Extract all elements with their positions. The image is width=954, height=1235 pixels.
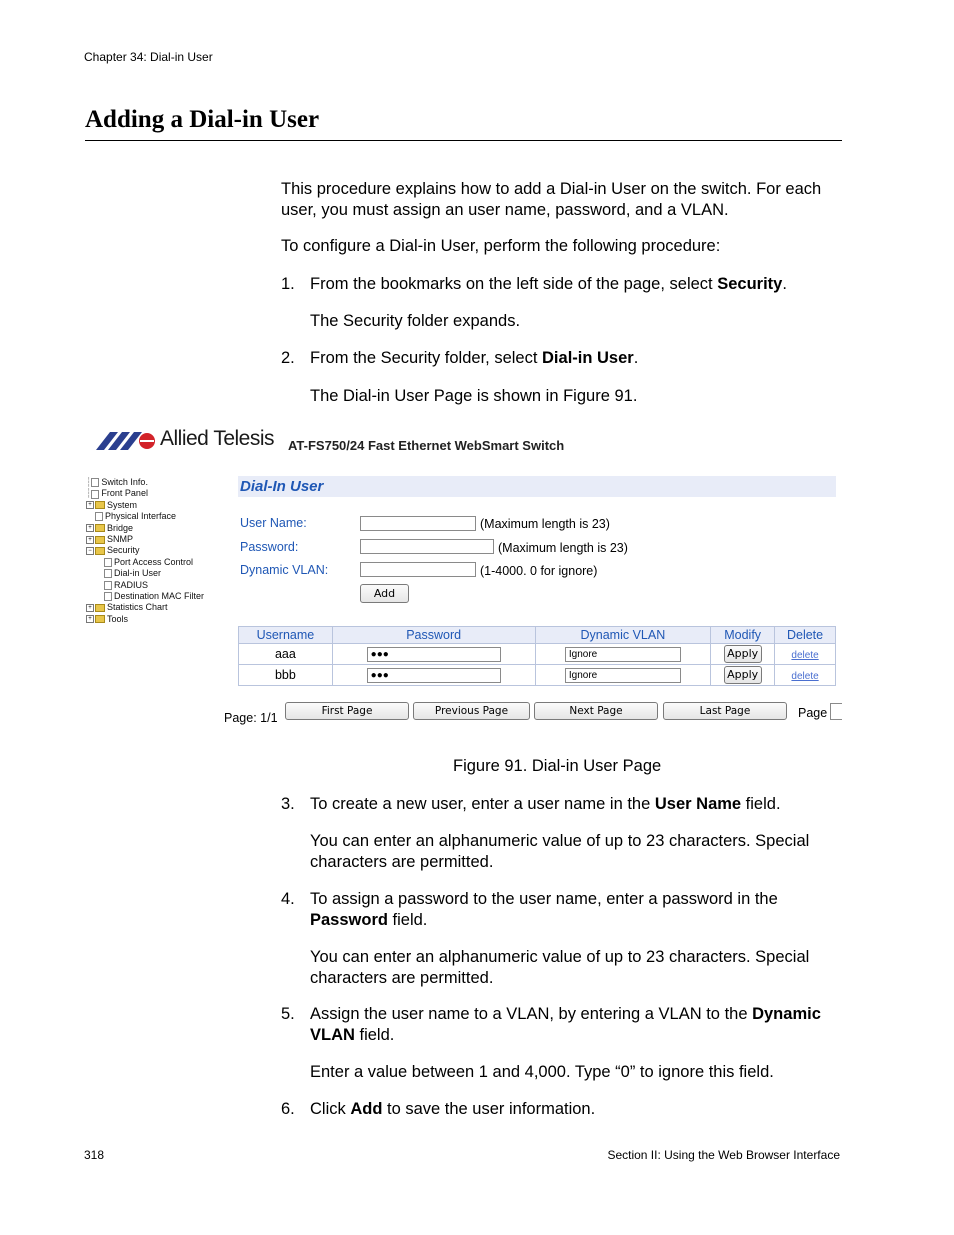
add-button[interactable]: Add <box>360 584 409 603</box>
tree-item-system[interactable]: + System <box>86 500 204 511</box>
col-header-delete: Delete <box>775 627 836 644</box>
step-4-text-2: Password field. <box>310 911 428 929</box>
page-icon <box>104 581 112 590</box>
folder-icon <box>95 501 105 509</box>
username-input[interactable] <box>360 516 476 531</box>
row-password-input[interactable]: ●●● <box>367 647 501 662</box>
figure-caption: Figure 91. Dial-in User Page <box>453 757 662 775</box>
page-icon <box>95 512 103 521</box>
tree-item-switch-info[interactable]: ┆ Switch Info. <box>86 477 148 487</box>
username-label: User Name: <box>240 516 307 530</box>
username-hint: (Maximum length is 23) <box>480 517 610 531</box>
tree-item-tools[interactable]: + Tools <box>86 614 204 625</box>
step-4-number: 4. <box>281 890 295 908</box>
panel-title-bar <box>238 476 836 497</box>
title-divider <box>85 140 842 141</box>
tree-item-physical-interface[interactable]: Physical Interface <box>86 511 204 522</box>
step-1-note: The Security folder expands. <box>310 312 521 330</box>
folder-icon <box>95 524 105 532</box>
step-1-text: From the bookmarks on the left side of the page, select Security. <box>310 275 787 293</box>
section-footer: Section II: Using the Web Browser Interface <box>607 1148 840 1162</box>
vlan-hint: (1-4000. 0 for ignore) <box>480 564 598 578</box>
step-5-note: Enter a value between 1 and 4,000. Type “0” to ignore this field. <box>310 1063 774 1081</box>
page-number-input[interactable] <box>830 703 842 720</box>
logo-wordmark: Allied Telesis <box>160 427 275 450</box>
vlan-input[interactable] <box>360 562 476 577</box>
password-input[interactable] <box>360 539 494 554</box>
step-5-text-2: VLAN field. <box>310 1026 395 1044</box>
password-hint: (Maximum length is 23) <box>498 541 628 555</box>
table-row <box>239 644 836 665</box>
last-page-button[interactable]: Last Page <box>663 702 787 720</box>
expand-icon[interactable]: + <box>86 615 94 623</box>
col-header-modify: Modify <box>711 627 775 644</box>
step-6-number: 6. <box>281 1100 295 1118</box>
tree-item-security[interactable]: − Security <box>86 545 204 556</box>
tree-item-port-access-control[interactable]: Port Access Control <box>86 557 204 568</box>
step-2-note: The Dial-in User Page is shown in Figure 91. <box>310 387 638 405</box>
row-vlan-input[interactable]: Ignore <box>565 668 681 683</box>
page-icon <box>104 592 112 601</box>
chapter-header: Chapter 34: Dial-in User <box>84 50 213 64</box>
cell-username: aaa <box>239 644 333 665</box>
logo-mark-icon <box>96 428 156 454</box>
tree-item-radius[interactable]: RADIUS <box>86 580 204 591</box>
page-icon <box>104 569 112 578</box>
tree-item-destination-mac-filter[interactable]: Destination MAC Filter <box>86 591 204 602</box>
row-password-input[interactable]: ●●● <box>367 668 501 683</box>
page-icon <box>91 478 99 487</box>
expand-icon[interactable]: + <box>86 501 94 509</box>
intro-line-1: This procedure explains how to add a Dial-in User on the switch. For each <box>281 180 822 198</box>
page-input-label: Page <box>798 706 828 720</box>
tree-item-snmp[interactable]: + SNMP <box>86 534 204 545</box>
allied-telesis-logo <box>96 428 156 454</box>
step-3-text: To create a new user, enter a user name in the User Name field. <box>310 795 781 813</box>
step-4-note-1: You can enter an alphanumeric value of up to 23 characters. Special <box>310 948 810 966</box>
page-title: Adding a Dial-in User <box>85 106 320 133</box>
step-6-text: Click Add to save the user information. <box>310 1100 596 1118</box>
panel-title: Dial-In User <box>240 478 324 495</box>
step-3-number: 3. <box>281 795 295 813</box>
expand-icon[interactable]: + <box>86 524 94 532</box>
cell-username: bbb <box>239 665 333 686</box>
previous-page-button[interactable]: Previous Page <box>413 702 530 720</box>
table-row <box>239 665 836 686</box>
password-label: Password: <box>240 540 299 554</box>
tree-item-statistics-chart[interactable]: + Statistics Chart <box>86 602 204 613</box>
step-5-text-1: Assign the user name to a VLAN, by entering a VLAN to the Dynamic <box>310 1005 821 1023</box>
first-page-button[interactable]: First Page <box>285 702 409 720</box>
step-3-note-2: characters are permitted. <box>310 853 494 871</box>
apply-button[interactable]: Apply <box>724 666 762 684</box>
step-5-number: 5. <box>281 1005 295 1023</box>
intro-line-3: To configure a Dial-in User, perform the following procedure: <box>281 237 721 255</box>
users-table <box>238 626 836 686</box>
delete-link[interactable]: delete <box>791 650 819 661</box>
page-number: 318 <box>84 1148 105 1162</box>
col-header-dynamic-vlan: Dynamic VLAN <box>535 627 711 644</box>
table-header-row <box>239 627 836 644</box>
page-icon <box>91 490 99 499</box>
col-header-password: Password <box>332 627 535 644</box>
vlan-label: Dynamic VLAN: <box>240 563 329 577</box>
tree-item-front-panel[interactable]: ┆ Front Panel <box>86 488 148 499</box>
intro-line-2: user, you must assign an user name, password, and a VLAN. <box>281 201 729 219</box>
folder-icon <box>95 536 105 544</box>
row-vlan-input[interactable]: Ignore <box>565 647 681 662</box>
folder-icon <box>95 615 105 623</box>
step-1-number: 1. <box>281 275 295 293</box>
nav-tree <box>86 477 204 625</box>
page-indicator: Page: 1/1 <box>224 711 278 725</box>
apply-button[interactable]: Apply <box>724 645 762 663</box>
step-2-text: From the Security folder, select Dial-in User. <box>310 349 639 367</box>
folder-open-icon <box>95 547 105 555</box>
collapse-icon[interactable]: − <box>86 547 94 555</box>
tree-item-bridge[interactable]: + Bridge <box>86 523 204 534</box>
col-header-username: Username <box>239 627 333 644</box>
expand-icon[interactable]: + <box>86 604 94 612</box>
delete-link[interactable]: delete <box>791 671 819 682</box>
step-4-note-2: characters are permitted. <box>310 969 494 987</box>
step-3-note-1: You can enter an alphanumeric value of up to 23 characters. Special <box>310 832 810 850</box>
step-2-number: 2. <box>281 349 295 367</box>
next-page-button[interactable]: Next Page <box>534 702 658 720</box>
tree-item-dial-in-user[interactable]: Dial-in User <box>86 568 204 579</box>
switch-model: AT-FS750/24 Fast Ethernet WebSmart Switch <box>288 438 565 453</box>
page-icon <box>104 558 112 567</box>
step-4-text-1: To assign a password to the user name, enter a password in the <box>310 890 778 908</box>
expand-icon[interactable]: + <box>86 536 94 544</box>
folder-icon <box>95 604 105 612</box>
